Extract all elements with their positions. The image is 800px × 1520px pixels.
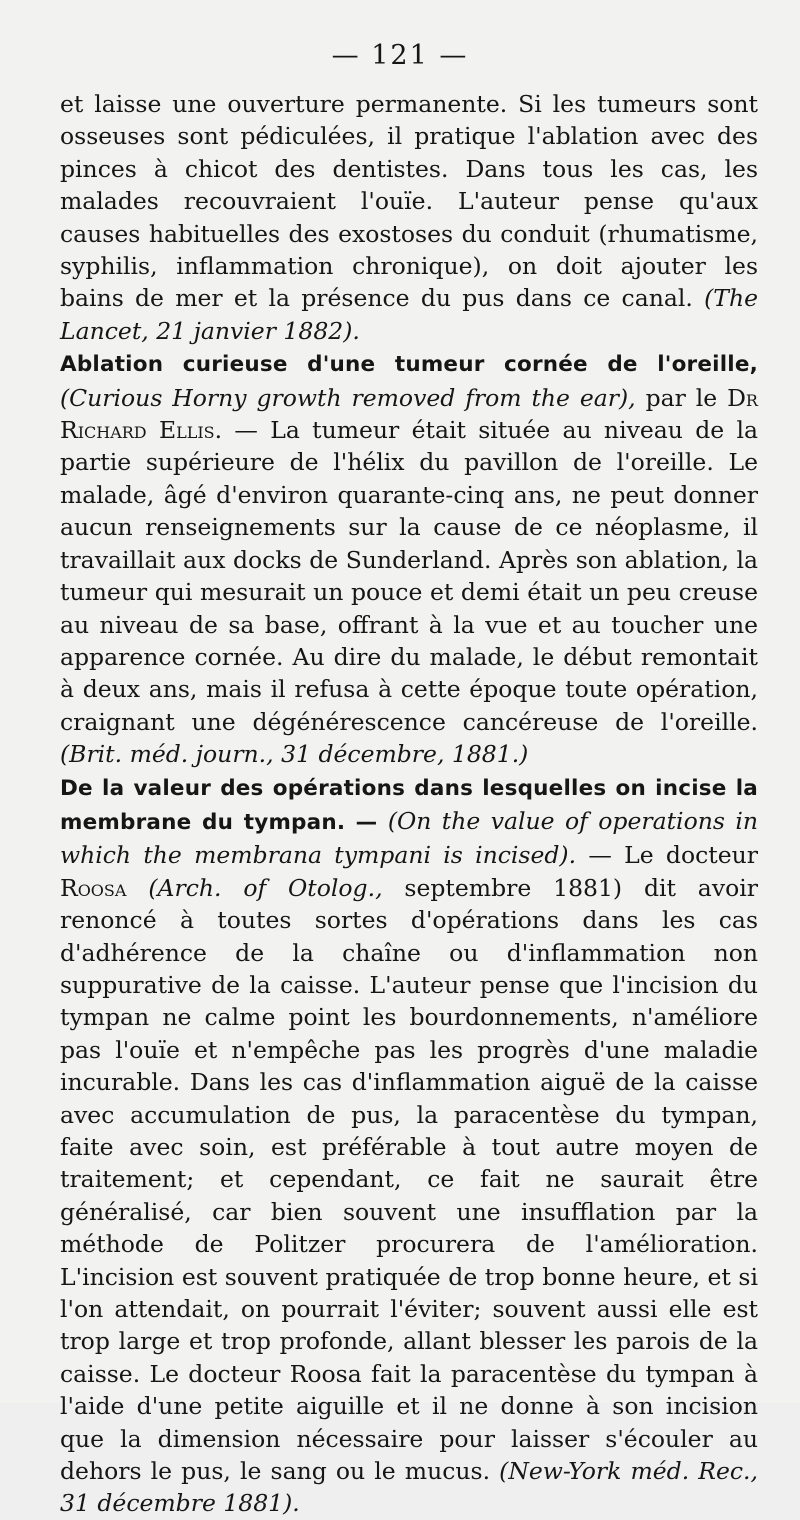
article-title: De la valeur des opérations dans lesquelles on incise la membrane du tympan. [60, 775, 758, 835]
title-dash: — [355, 809, 378, 835]
article-by: par le [645, 383, 718, 412]
page-text [60, 88, 758, 1520]
article-intro: — Le docteur [588, 841, 758, 870]
article-body: — La tumeur était située au niveau de la partie supérieure de l'hélix du pavillon de l'oreille. Le malade, âgé d'environ quarante-cinq ans, ne peut donner aucun renseignements sur la cause de ce néoplasme, il travaillait aux docks de Sunderland. Après son ablation, la tumeur qui mesurait un pouce et demi était un peu creuse au niveau de sa base, offrant à la vue et au toucher une apparence cornée. Au dire du malade, le début remontait à deux ans, mais il refusa à cette époque toute opération, craignant une dégénérescence cancéreuse de l'oreille. [60, 416, 759, 736]
page-number: — 121 — [331, 40, 469, 71]
paragraph-body: et laisse une ouverture permanente. Si les tumeurs sont osseuses sont pédiculées, il pratique l'ablation avec des pinces à chicot des dentistes. Dans tous les cas, les malades recouvraient l'ouïe. L'auteur pense qu'aux causes habituelles des exostoses du conduit (rhumatisme, syphilis, inflammation chronique), on doit ajouter les bains de mer et la présence du pus dans ce canal. [60, 90, 758, 313]
article-title: Ablation curieuse d'une tumeur cornée de l'oreille, [60, 352, 758, 378]
article-author: Roosa [60, 873, 127, 902]
article-body: septembre 1881) dit avoir renoncé à toutes sortes d'opérations dans les cas d'adhérence de la chaîne ou d'inflammation non suppurative de la caisse. L'auteur pense que l'incision du tympan ne calme point les bourdonnements, n'améliore pas l'ouïe et n'empêche pas les progrès d'une maladie incurable. Dans les cas d'inflammation aiguë de la caisse avec accumulation de pus, la paracentèse du tympan, faite avec soin, est préférable à tout autre moyen de traitement; et cependant, ce fait ne saurait être généralisé, car bien souvent une insufflation par la méthode de Politzer procurera de l'amélioration. L'incision est souvent pratiquée de trop bonne heure, et si l'on attendait, on pourrait l'éviter; souvent aussi elle est trop large et trop profonde, allant blesser les parois de la caisse. Le docteur Roosa fait la paracentèse du tympan à l'aide d'une petite aiguille et il ne donne à son incision que la dimension nécessaire pour laisser s'écouler au dehors le pus, le sang ou le mucus. [60, 873, 758, 1486]
article-author: Dr Richard Ellis. [60, 383, 758, 445]
citation: (New-York méd. Rec., 31 décembre 1881). [60, 1457, 758, 1518]
article-title-english: (Curious Horny growth removed from the ear), [60, 383, 636, 412]
citation: (The Lancet, 21 janvier 1882). [60, 284, 758, 345]
article-title-english: (On the value of operations in which the membrana tympani is incised). [60, 806, 758, 870]
article-source: (Arch. of Otolog., [148, 873, 383, 902]
citation: (Brit. méd. journ., 31 décembre, 1881.) [60, 740, 529, 769]
article-tympan [60, 771, 758, 1520]
article-ear-tumor [60, 347, 758, 770]
paragraph-continuation [60, 88, 758, 347]
